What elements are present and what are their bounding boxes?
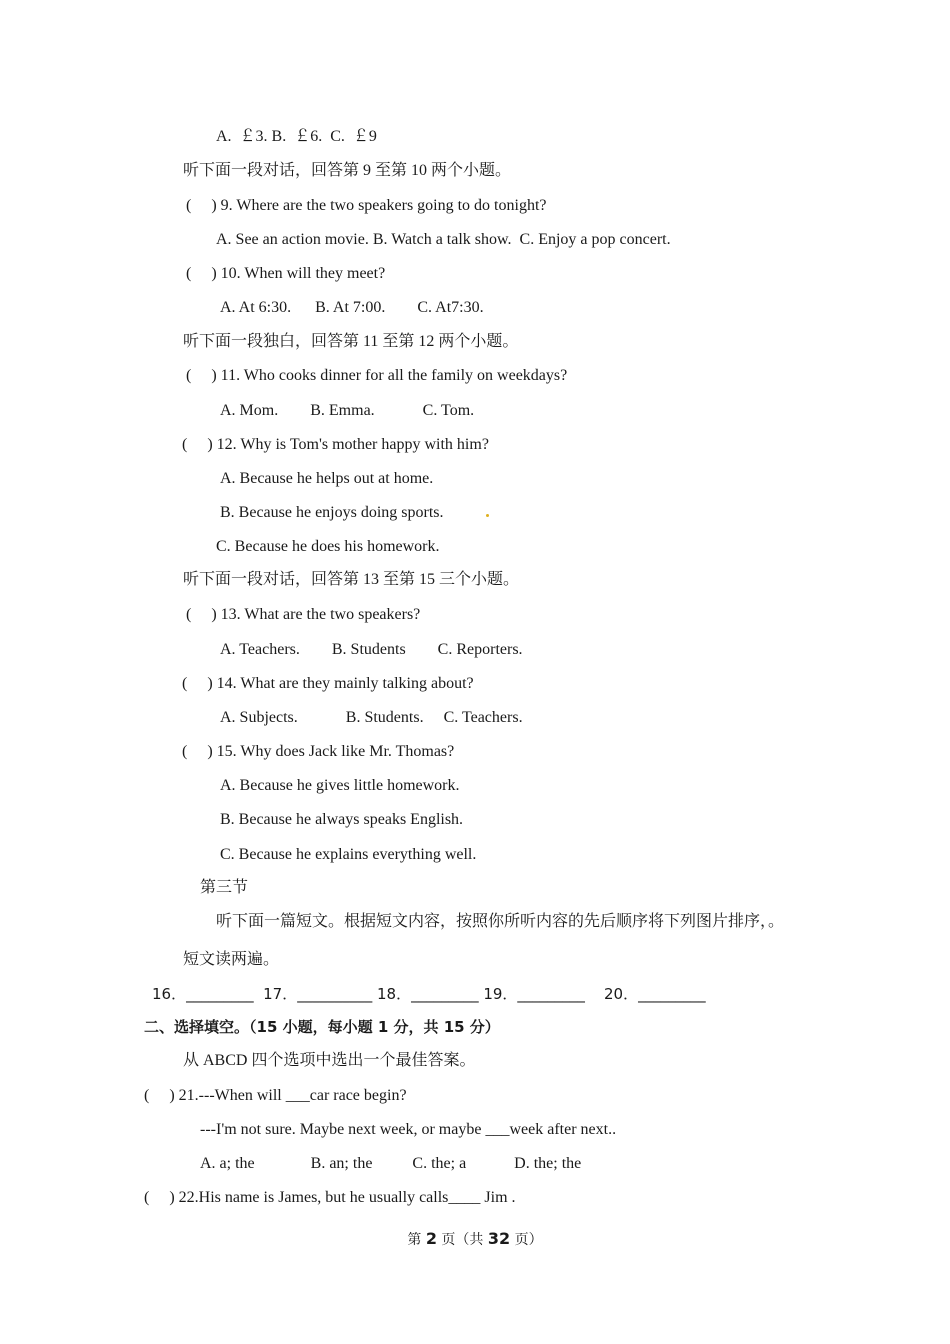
footer-prefix: 第 (407, 1232, 426, 1248)
answer-option-15a: A. Because he gives little homework. (220, 777, 460, 794)
answer-options-13: A. Teachers. B. Students C. Reporters. (220, 641, 523, 658)
question-15: ( ) 15. Why does Jack like Mr. Thomas? (182, 743, 455, 760)
question-21: ( ) 21.---When will ___car race begin? (144, 1087, 407, 1104)
answer-options-14: A. Subjects. B. Students. C. Teachers. (220, 709, 523, 726)
section-heading: 第三节 (200, 879, 249, 896)
answer-options-21: A. a; the B. an; the C. the; a D. the; the (200, 1155, 582, 1172)
question-22: ( ) 22.His name is James, but he usually calls____ Jim . (144, 1189, 516, 1206)
answer-option-12a: A. Because he helps out at home. (220, 470, 434, 487)
answer-option-12c: C. Because he does his homework. (216, 538, 440, 555)
question-14: ( ) 14. What are they mainly talking about? (182, 675, 474, 692)
question-13: ( ) 13. What are the two speakers? (186, 606, 421, 623)
question-12: ( ) 12. Why is Tom's mother happy with him? (182, 436, 489, 453)
section-instruction: 听下面一篇短文。根据短文内容，按照你所听内容的先后顺序将下列图片排序，。 (216, 913, 785, 930)
answer-options-10: A. At 6:30. B. At 7:00. C. At7:30. (220, 299, 484, 316)
part-heading: 二、选择填空。（15 小题，每小题 1 分，共 15 分） (144, 1018, 500, 1036)
section-instruction: 听下面一段对话，回答第 13 至第 15 三个小题。 (183, 571, 520, 588)
question-21-line2: ---I'm not sure. Maybe next week, or maybe ___week after next.. (200, 1121, 617, 1138)
answer-options-9: A. See an action movie. B. Watch a talk show. C. Enjoy a pop concert. (216, 231, 671, 248)
answer-options-8: A. ￡3. B. ￡6. C. ￡9 (216, 128, 377, 145)
section-instruction: 从 ABCD 四个选项中选出一个最佳答案。 (183, 1052, 476, 1069)
question-10: ( ) 10. When will they meet? (186, 265, 386, 282)
section-instruction: 听下面一段对话，回答第 9 至第 10 两个小题。 (183, 162, 512, 179)
page-footer (0, 1229, 950, 1250)
question-9: ( ) 9. Where are the two speakers going to do tonight? (186, 197, 547, 214)
answer-blanks: 16．_________ 17．__________ 18．_________ 19．_________ 20．_________ (152, 985, 706, 1003)
page-number: 2 (425, 1229, 437, 1248)
total-pages: 32 (487, 1229, 511, 1248)
answer-option-12b: B. Because he enjoys doing sports. (220, 504, 444, 521)
answer-option-15c: C. Because he explains everything well. (220, 846, 477, 863)
stray-mark (486, 514, 489, 517)
answer-options-11: A. Mom. B. Emma. C. Tom. (220, 402, 475, 419)
section-instruction: 短文读两遍。 (183, 951, 280, 968)
answer-option-15b: B. Because he always speaks English. (220, 811, 464, 828)
footer-middle: 页（共 (436, 1232, 488, 1248)
section-instruction: 听下面一段独白，回答第 11 至第 12 两个小题。 (183, 333, 519, 350)
question-11: ( ) 11. Who cooks dinner for all the family on weekdays? (186, 367, 568, 384)
footer-suffix: 页） (510, 1232, 543, 1248)
